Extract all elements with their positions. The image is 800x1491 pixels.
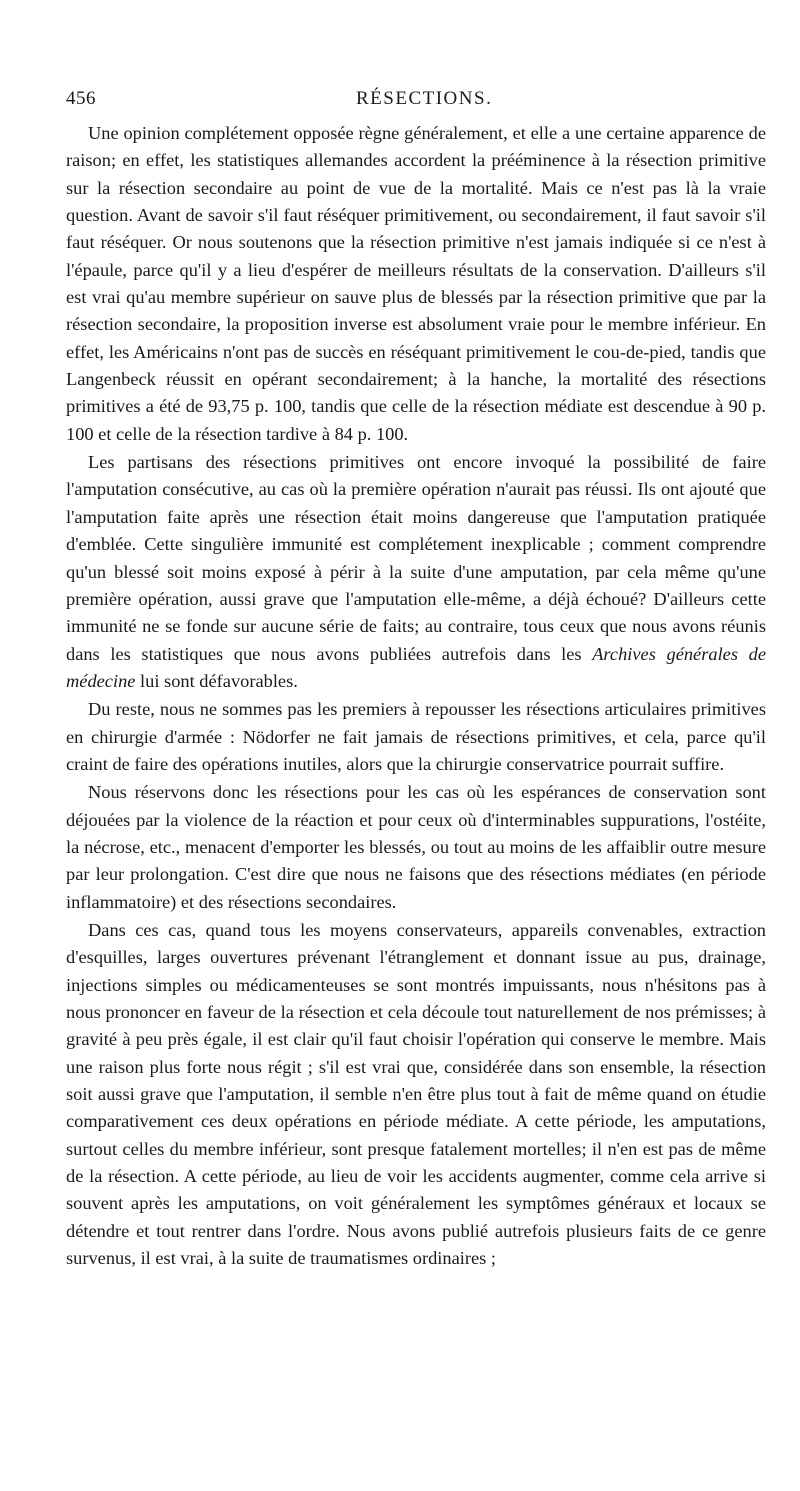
- body-text: [66, 120, 766, 1272]
- paragraph-2-end: lui sont défavorables.: [135, 670, 298, 691]
- page-header: [66, 84, 766, 120]
- running-title: RÉSECTIONS.: [356, 88, 493, 109]
- paragraph-2: [66, 449, 766, 695]
- paragraph-1: Une opinion complétement opposée règne généralement, et elle a une certaine apparence de raison; en effet, les statistiques allemandes accordent la prééminence à la résection primitive sur la résection secondaire au point de vue de la mortalité. Mais ce n'est pas là la vraie question. Avant de savoir s'il faut réséquer primitivement, ou secondairement, il faut savoir s'il faut réséquer. Or nous soutenons que la résection primitive n'est jamais indiquée si ce n'est à l'épaule, parce qu'il y a lieu d'espérer de meilleurs résultats de la conservation. D'ailleurs s'il est vrai qu'au membre supérieur on sauve plus de blessés par la résection primitive que par la résection secondaire, la proposition inverse est absolument vraie pour le membre inférieur. En effet, les Américains n'ont pas de succès en réséquant primitivement le cou-de-pied, tandis que Langenbeck réussit en opérant secondairement; à la hanche, la mortalité des résections primitives a été de 93,75 p. 100, tandis que celle de la résection médiate est descendue à 90 p. 100 et celle de la résection tardive à 84 p. 100.: [66, 123, 766, 444]
- paragraph-3: Du reste, nous ne sommes pas les premiers à repousser les résections articulaires primitives en chirurgie d'armée : Nödorfer ne fait jamais de résections primitives, et cela, parce qu'il craint de faire des opérations inutiles, alors que la chirurgie conservatrice pourrait suffire.: [66, 699, 766, 774]
- paragraph-2-text: Les partisans des résections primitives ont encore invoqué la possibilité de faire l'amputation consécutive, au cas où la première opération n'aurait pas réussi. Ils ont ajouté que l'amputation faite après une résection était moins dangereuse que l'amputation pratiquée d'emblée. Cette singulière immunité est complétement inexplicable ; comment comprendre qu'un blessé soit moins exposé à périr à la suite d'une amputation, par cela même qu'une première opération, aussi grave que l'amputation elle-même, a déjà échoué? D'ailleurs cette immunité ne se fonde sur aucune série de faits; au contraire, tous ceux que nous avons réunis dans les statistiques que nous avons publiées autrefois dans les: [66, 452, 766, 664]
- paragraph-4: Nous réservons donc les résections pour les cas où les espérances de conservation sont déjouées par la violence de la réaction et pour ceux où d'interminables suppurations, l'ostéite, la nécrose, etc., menacent d'emporter les blessés, ou tout au moins de les affaiblir outre mesure par leur prolongation. C'est dire que nous ne faisons que des résections médiates (en période inflammatoire) et des résections secondaires.: [66, 782, 766, 912]
- page-number: 456: [66, 88, 96, 109]
- journal-title: Archives générales de médecine: [66, 643, 766, 691]
- paragraph-5: Dans ces cas, quand tous les moyens conservateurs, appareils convenables, extraction d'esquilles, larges ouvertures prévenant l'étranglement et donnant issue au pus, drainage, injections simples ou médicamenteuses se sont montrés impuissants, nous n'hésitons pas à nous prononcer en faveur de la résection et cela découle tout naturellement de nos prémisses; à gravité à peu près égale, il est clair qu'il faut choisir l'opération qui conserve le membre. Mais une raison plus forte nous régit ; s'il est vrai que, considérée dans son ensemble, la résection soit aussi grave que l'amputation, il semble n'en être plus tout à fait de même quand on étudie comparativement ces deux opérations en période médiate. A cette période, les amputations, surtout celles du membre inférieur, sont presque fatalement mortelles; il n'en est pas de même de la résection. A cette période, au lieu de voir les accidents augmenter, comme cela arrive si souvent après les amputations, on voit généralement les symptômes généraux et locaux se détendre et tout rentrer dans l'ordre. Nous avons publié autrefois plusieurs faits de ce genre survenus, il est vrai, à la suite de traumatismes ordinaires ;: [66, 919, 766, 1269]
- book-page: [66, 84, 766, 1272]
